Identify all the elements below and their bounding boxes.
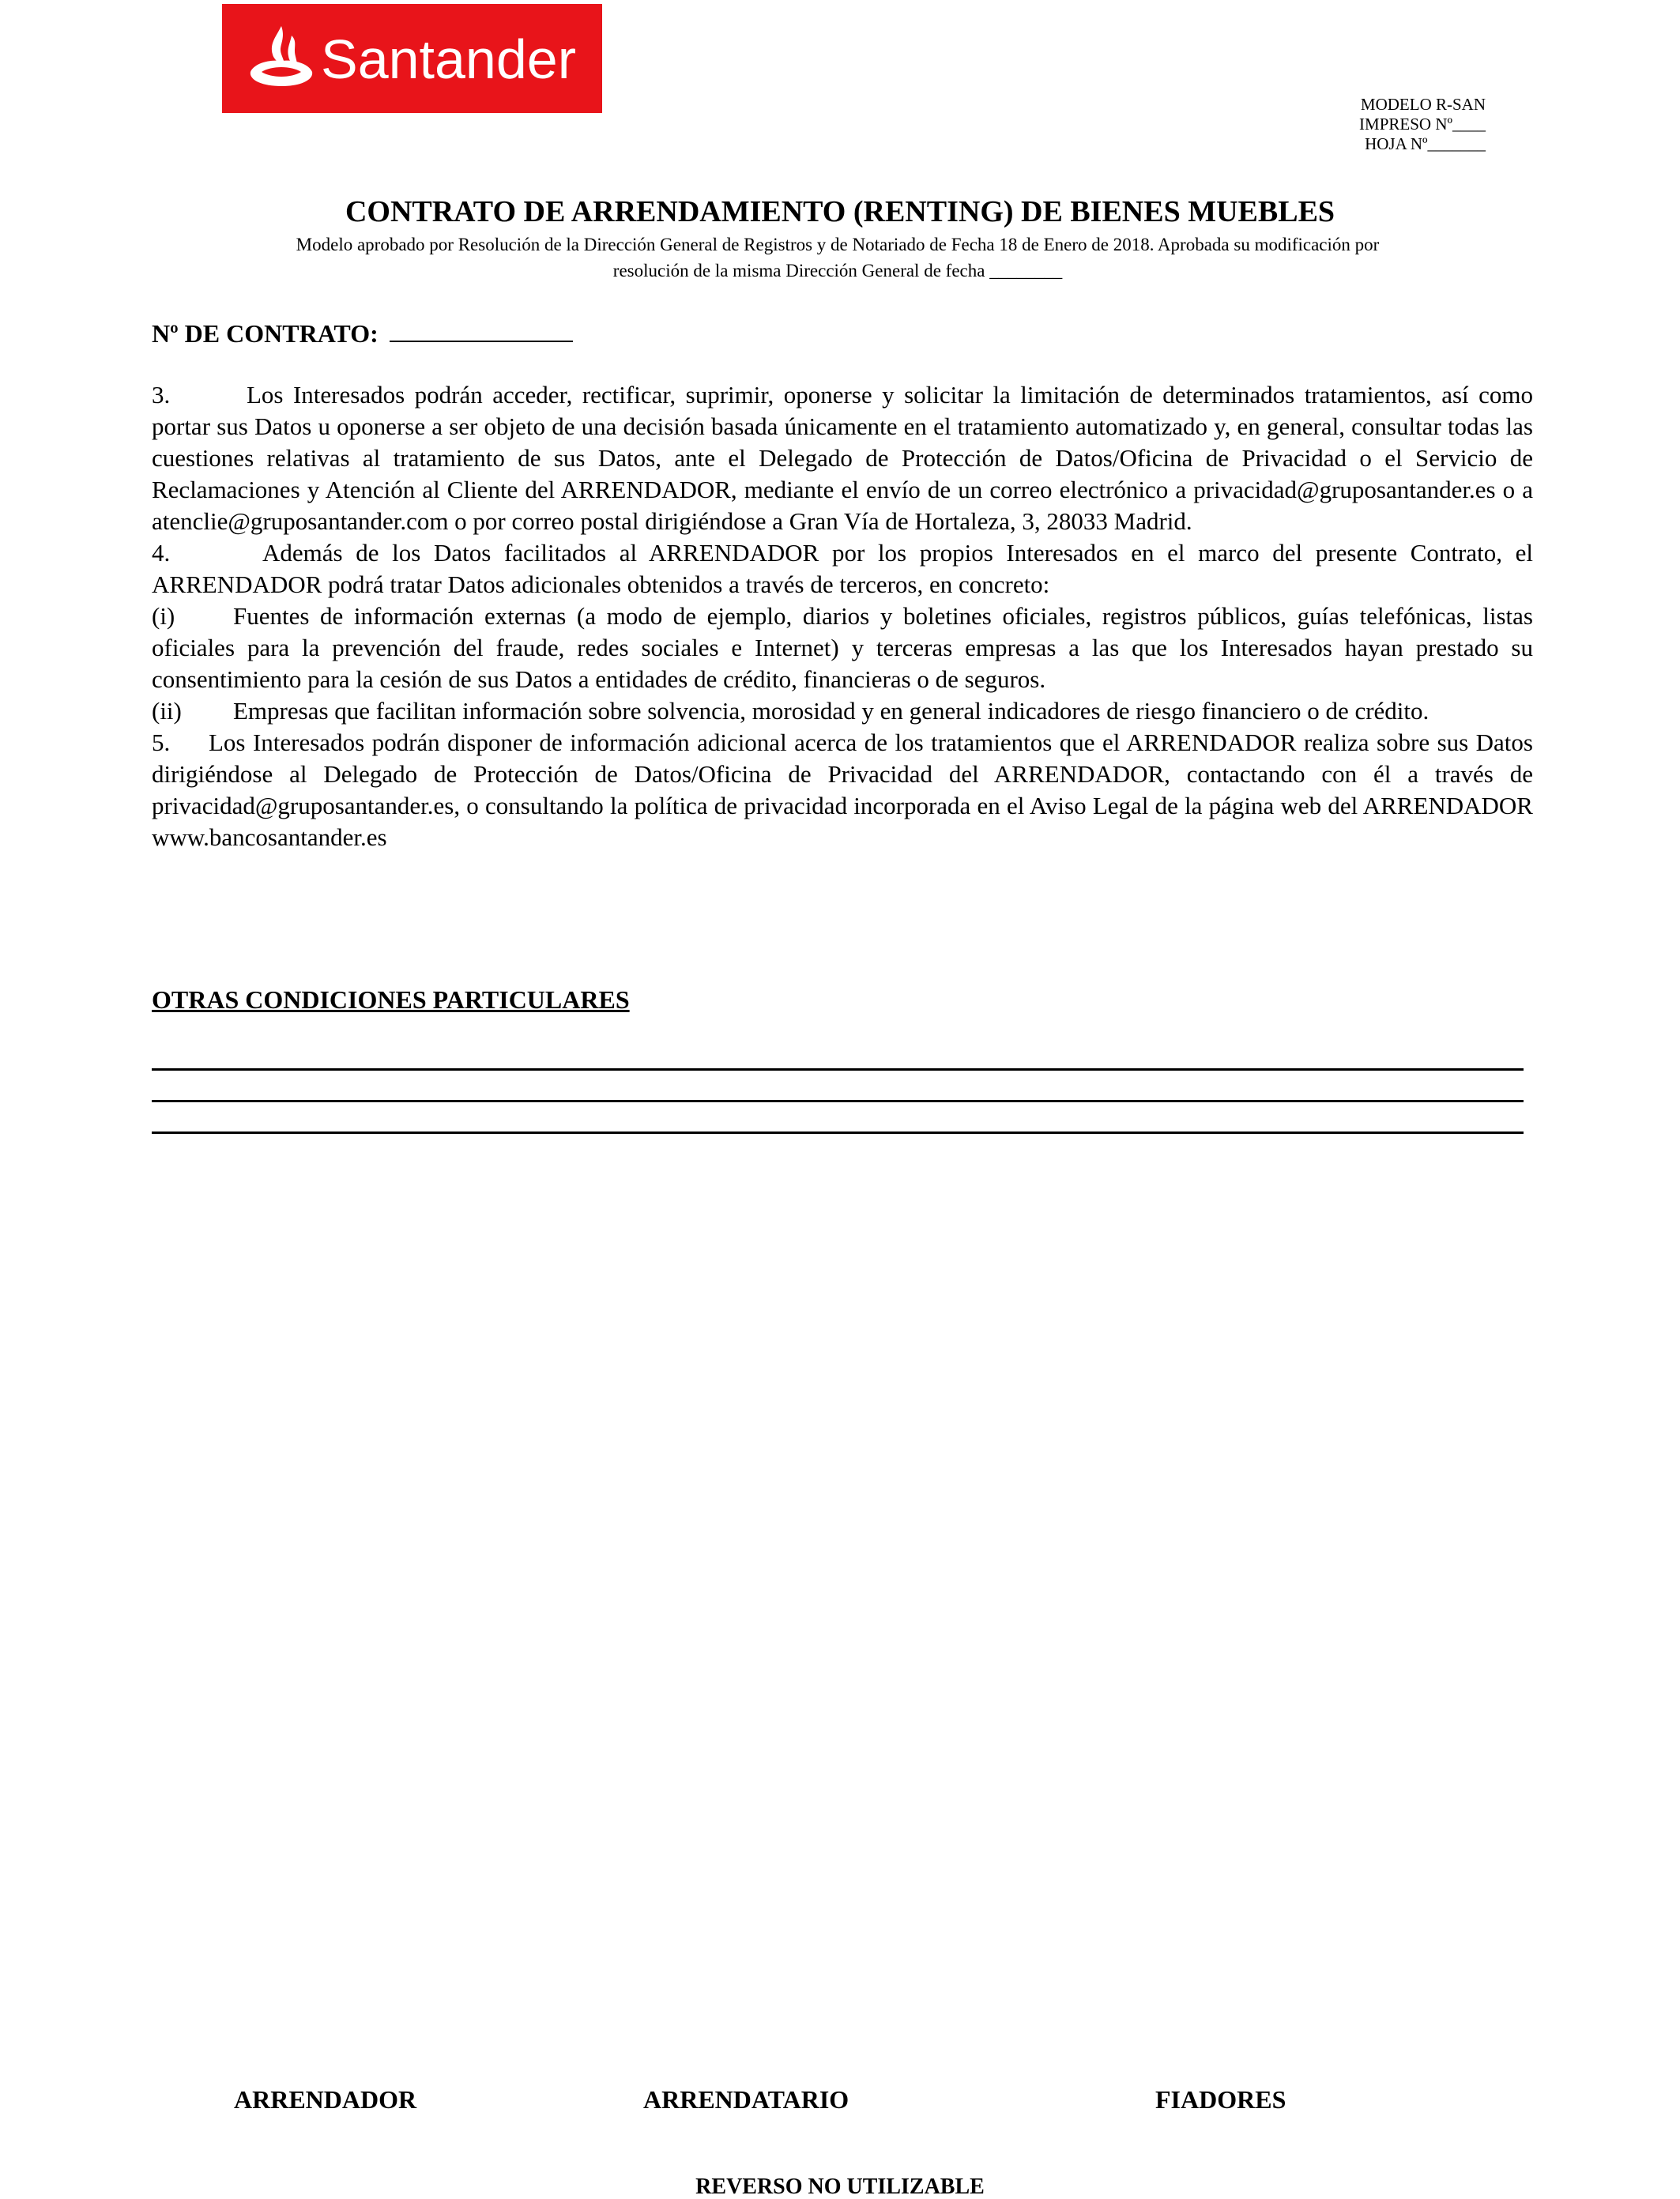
clause-4-number: 4. [152, 539, 171, 567]
clause-4-text: Además de los Datos facilitados al ARRENDADOR por los propios Interesados en el marco del presente Contrato, el ARRENDADOR podrá tratar Datos adicionales obtenidos a través de terceros, en concreto: [152, 539, 1533, 598]
clause-5-number: 5. [152, 729, 171, 756]
clause-3 [152, 379, 1533, 537]
fill-line-2[interactable] [152, 1100, 1524, 1102]
brand-name: Santander [321, 28, 577, 90]
clause-4 [152, 537, 1533, 601]
subtitle-line-1: Modelo aprobado por Resolución de la Dirección General de Registros y de Notariado de Fecha 18 de Enero de 2018. Aprobada su modificación por [296, 235, 1380, 254]
clause-4-i-number: (i) [152, 602, 175, 630]
signature-arrendador: ARRENDADOR [234, 2085, 417, 2114]
clause-4-ii [152, 695, 1533, 727]
clause-4-ii-text: Empresas que facilitan información sobre solvencia, morosidad y en general indicadores de riesgo financiero o de crédito. [233, 697, 1430, 725]
signature-arrendatario: ARRENDATARIO [643, 2085, 849, 2114]
impreso-number: IMPRESO Nº____ [1359, 115, 1486, 134]
reverso-no-utilizable: REVERSO NO UTILIZABLE [695, 2175, 985, 2199]
subtitle-line-2: resolución de la misma Dirección General de fecha ________ [612, 261, 1063, 281]
document-title: CONTRATO DE ARRENDAMIENTO (RENTING) DE BIENES MUEBLES [345, 195, 1335, 228]
clause-4-i [152, 601, 1533, 695]
privacy-clauses [152, 379, 1533, 853]
otras-condiciones-heading: OTRAS CONDICIONES PARTICULARES [152, 985, 630, 1014]
clause-4-ii-number: (ii) [152, 697, 182, 725]
signature-fiadores: FIADORES [1155, 2085, 1286, 2114]
clause-4-i-text: Fuentes de información externas (a modo de ejemplo, diarios y boletines oficiales, registros públicos, guías telefónicas, listas oficiales para la prevención del fraude, redes sociales e Internet) y terceras empresas a las que los Interesados hayan prestado su consentimiento para la cesión de sus Datos a entidades de crédito, financieras o de seguros. [152, 602, 1533, 693]
contract-number-label: Nº DE CONTRATO: [152, 319, 379, 348]
hoja-number: HOJA Nº_______ [1365, 134, 1486, 153]
contract-number-blank [390, 320, 573, 342]
clause-3-number: 3. [152, 381, 171, 409]
santander-flame-icon [246, 20, 317, 95]
model-info-block [1328, 95, 1486, 154]
model-code: MODELO R-SAN [1360, 95, 1486, 114]
clause-5 [152, 727, 1533, 853]
santander-logo [222, 4, 602, 113]
clause-3-text: Los Interesados podrán acceder, rectificar, suprimir, oponerse y solicitar la limitación de determinados tratamientos, así como portar sus Datos u oponerse a ser objeto de una decisión basada únicamente en el tratamiento automatizado y, en general, consultar todas las cuestiones relativas al tratamiento de sus Datos, ante el Delegado de Protección de Datos/Oficina de Privacidad o el Servicio de Reclamaciones y Atención al Cliente del ARRENDADOR, mediante el envío de un correo electrónico a privacidad@gruposantander.es o a atenclie@gruposantander.com o por correo postal dirigiéndose a Gran Vía de Hortaleza, 3, 28033 Madrid. [152, 381, 1533, 535]
fill-line-3[interactable] [152, 1132, 1524, 1134]
clause-5-text: Los Interesados podrán disponer de información adicional acerca de los tratamientos que el ARRENDADOR realiza sobre sus Datos dirigiéndose al Delegado de Protección de Datos/Oficina de Privacidad del ARRENDADOR, contactando con él a través de privacidad@gruposantander.es, o consultando la política de privacidad incorporada en el Aviso Legal de la página web del ARRENDADOR www.bancosantander.es [152, 729, 1533, 851]
fill-line-1[interactable] [152, 1068, 1524, 1071]
document-subtitle [190, 232, 1486, 284]
contract-number-field [152, 318, 573, 349]
